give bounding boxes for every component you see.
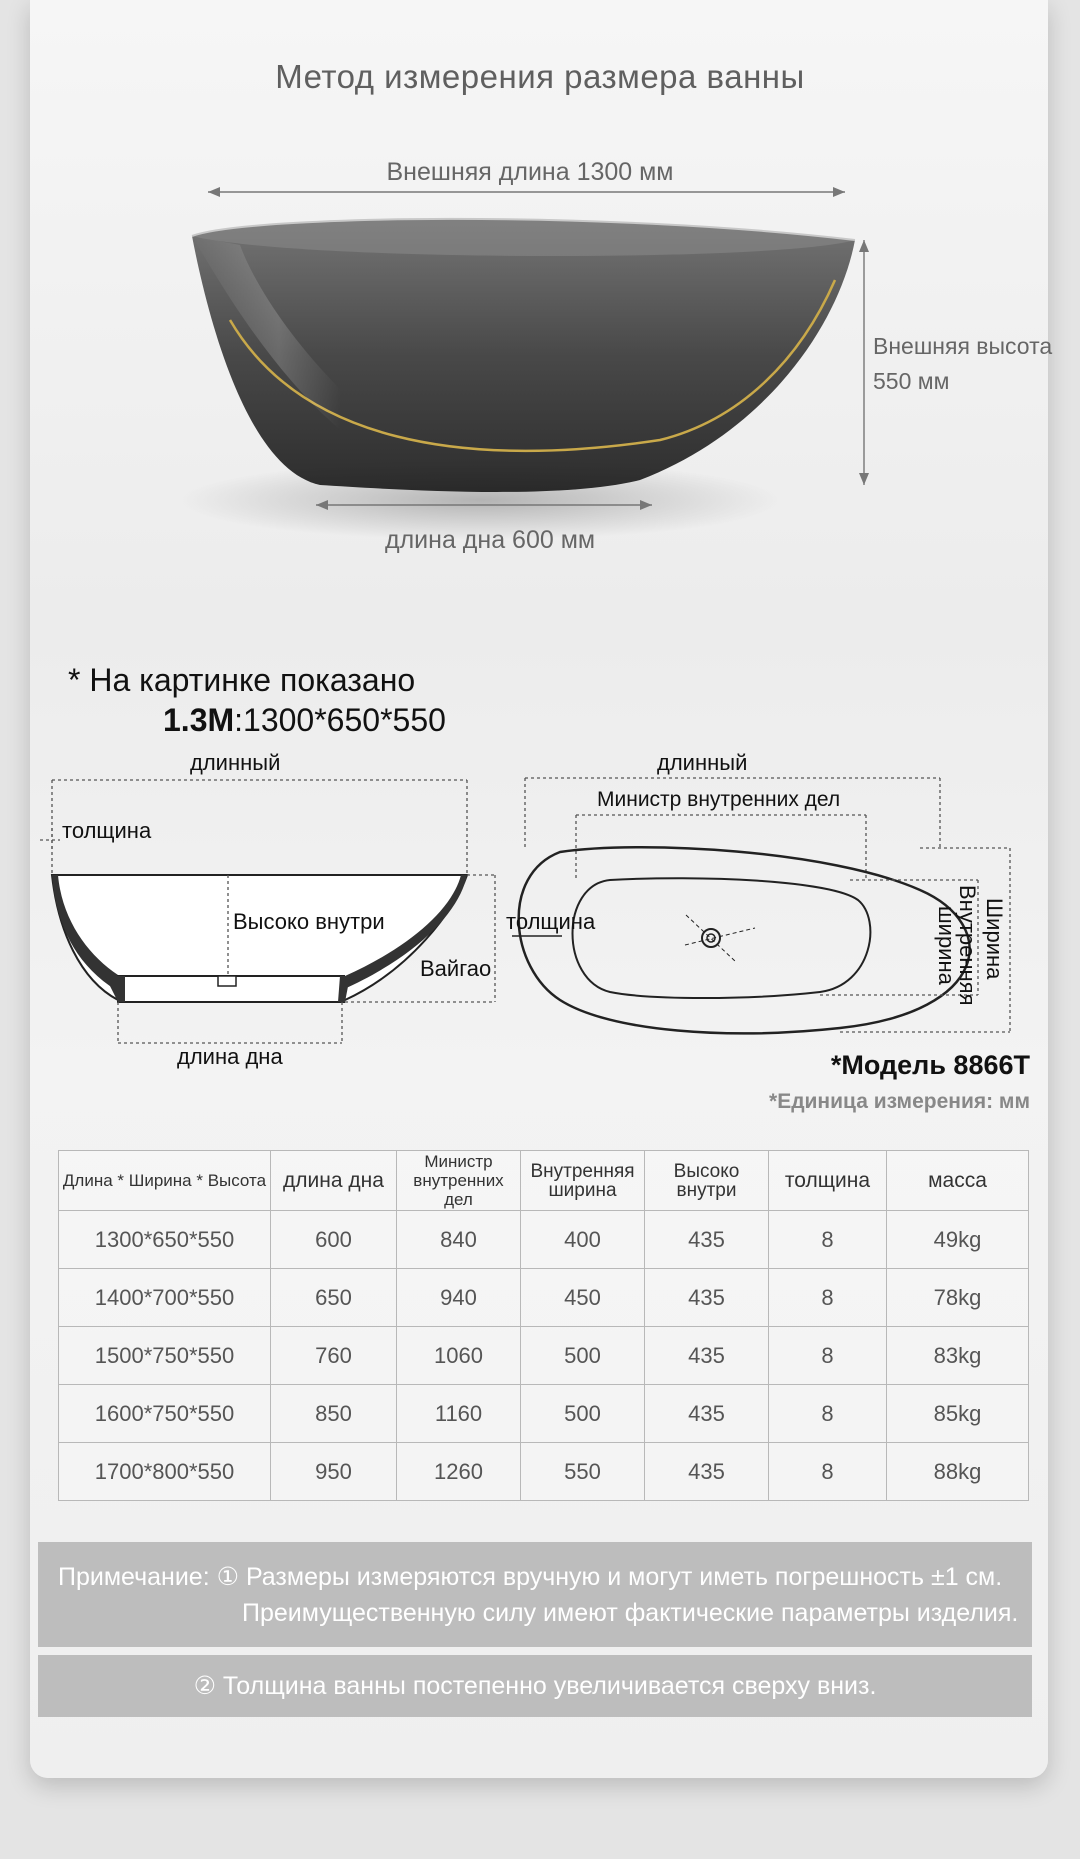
bathtub-photo <box>0 0 1080 600</box>
cell-bottom-length: 600 <box>271 1211 397 1269</box>
outer-length-label: Внешняя длина 1300 мм <box>386 158 674 186</box>
note-block-2 <box>38 1655 1032 1717</box>
cell-weight: 78kg <box>887 1269 1029 1327</box>
note-block-1 <box>38 1542 1032 1647</box>
unit-label: *Единица измерения: мм <box>769 1090 1030 1113</box>
cell-dimensions: 1600*750*550 <box>59 1385 271 1443</box>
table-row <box>59 1211 1029 1269</box>
table-header-row <box>59 1151 1029 1211</box>
note-2-text: ② Толщина ванны постепенно увеличивается сверху вниз. <box>193 1672 877 1700</box>
cell-inner-length: 940 <box>397 1269 521 1327</box>
cell-weight: 88kg <box>887 1443 1029 1501</box>
bottom-length-label: длина дна 600 мм <box>385 526 596 554</box>
shown-model-dims: :1300*650*550 <box>234 702 446 738</box>
cell-inner-length: 1060 <box>397 1327 521 1385</box>
cell-inner-height: 435 <box>645 1443 769 1501</box>
top-inner-width-label-2: ширина <box>934 906 959 985</box>
top-length-label: длинный <box>657 750 748 775</box>
shown-model <box>163 702 446 739</box>
cell-thickness: 8 <box>769 1385 887 1443</box>
top-width-label: Ширина <box>982 898 1007 980</box>
cell-inner-height: 435 <box>645 1211 769 1269</box>
cell-inner-width: 500 <box>521 1385 645 1443</box>
table-row <box>59 1443 1029 1501</box>
note-1-line-2: Преимущественную силу имеют фактические параметры изделия. <box>242 1599 1019 1627</box>
outer-height-label-2: 550 мм <box>873 368 950 394</box>
cell-weight: 83kg <box>887 1327 1029 1385</box>
header-thickness: толщина <box>769 1151 887 1211</box>
cell-inner-height: 435 <box>645 1327 769 1385</box>
cell-inner-width: 450 <box>521 1269 645 1327</box>
header-dimensions: Длина * Ширина * Высота <box>59 1151 271 1211</box>
header-inner-width: Внутренняя ширина <box>521 1151 645 1211</box>
cell-bottom-length: 760 <box>271 1327 397 1385</box>
cell-thickness: 8 <box>769 1327 887 1385</box>
cell-inner-length: 840 <box>397 1211 521 1269</box>
header-bottom-length: длина дна <box>271 1151 397 1211</box>
outer-height-label-1: Внешняя высота <box>873 333 1053 359</box>
cell-dimensions: 1300*650*550 <box>59 1211 271 1269</box>
top-inner-width-label-1: Внутренняя <box>955 885 980 1006</box>
cell-dimensions: 1700*800*550 <box>59 1443 271 1501</box>
cell-dimensions: 1400*700*550 <box>59 1269 271 1327</box>
shown-model-size: 1.3M <box>163 702 235 738</box>
top-thickness-label: толщина <box>506 909 596 934</box>
cell-inner-width: 400 <box>521 1211 645 1269</box>
shown-note: * На картинке показано <box>68 662 416 698</box>
top-view-diagram <box>500 740 1020 1040</box>
side-view-diagram <box>0 740 520 1060</box>
table-row <box>59 1385 1029 1443</box>
header-weight: масса <box>887 1151 1029 1211</box>
cell-inner-width: 550 <box>521 1443 645 1501</box>
cell-weight: 85kg <box>887 1385 1029 1443</box>
cell-thickness: 8 <box>769 1269 887 1327</box>
note-1-line-1: Примечание: ① Размеры измеряются вручную и могут иметь погрешность ±1 см. <box>58 1563 1003 1591</box>
header-inner-height: Высоко внутри <box>645 1151 769 1211</box>
cell-inner-width: 500 <box>521 1327 645 1385</box>
top-inner-length-label: Министр внутренних дел <box>597 788 841 811</box>
header-inner-length: Министр внутренних дел <box>397 1151 521 1211</box>
page-title: Метод измерения размера ванны <box>275 58 805 95</box>
side-bottom-length-label: длина дна <box>177 1044 283 1069</box>
cell-bottom-length: 650 <box>271 1269 397 1327</box>
cell-weight: 49kg <box>887 1211 1029 1269</box>
model-label: *Модель 8866T <box>830 1050 1030 1080</box>
side-inner-height-label: Высоко внутри <box>233 909 385 934</box>
spec-table <box>58 1150 1029 1501</box>
cell-inner-length: 1260 <box>397 1443 521 1501</box>
side-outer-height-label: Вайгао <box>420 956 492 981</box>
cell-dimensions: 1500*750*550 <box>59 1327 271 1385</box>
cell-inner-length: 1160 <box>397 1385 521 1443</box>
side-length-label: длинный <box>190 750 281 775</box>
table-row <box>59 1327 1029 1385</box>
cell-bottom-length: 950 <box>271 1443 397 1501</box>
table-row <box>59 1269 1029 1327</box>
cell-bottom-length: 850 <box>271 1385 397 1443</box>
cell-thickness: 8 <box>769 1211 887 1269</box>
cell-inner-height: 435 <box>645 1385 769 1443</box>
cell-thickness: 8 <box>769 1443 887 1501</box>
side-thickness-label: толщина <box>62 818 152 843</box>
cell-inner-height: 435 <box>645 1269 769 1327</box>
